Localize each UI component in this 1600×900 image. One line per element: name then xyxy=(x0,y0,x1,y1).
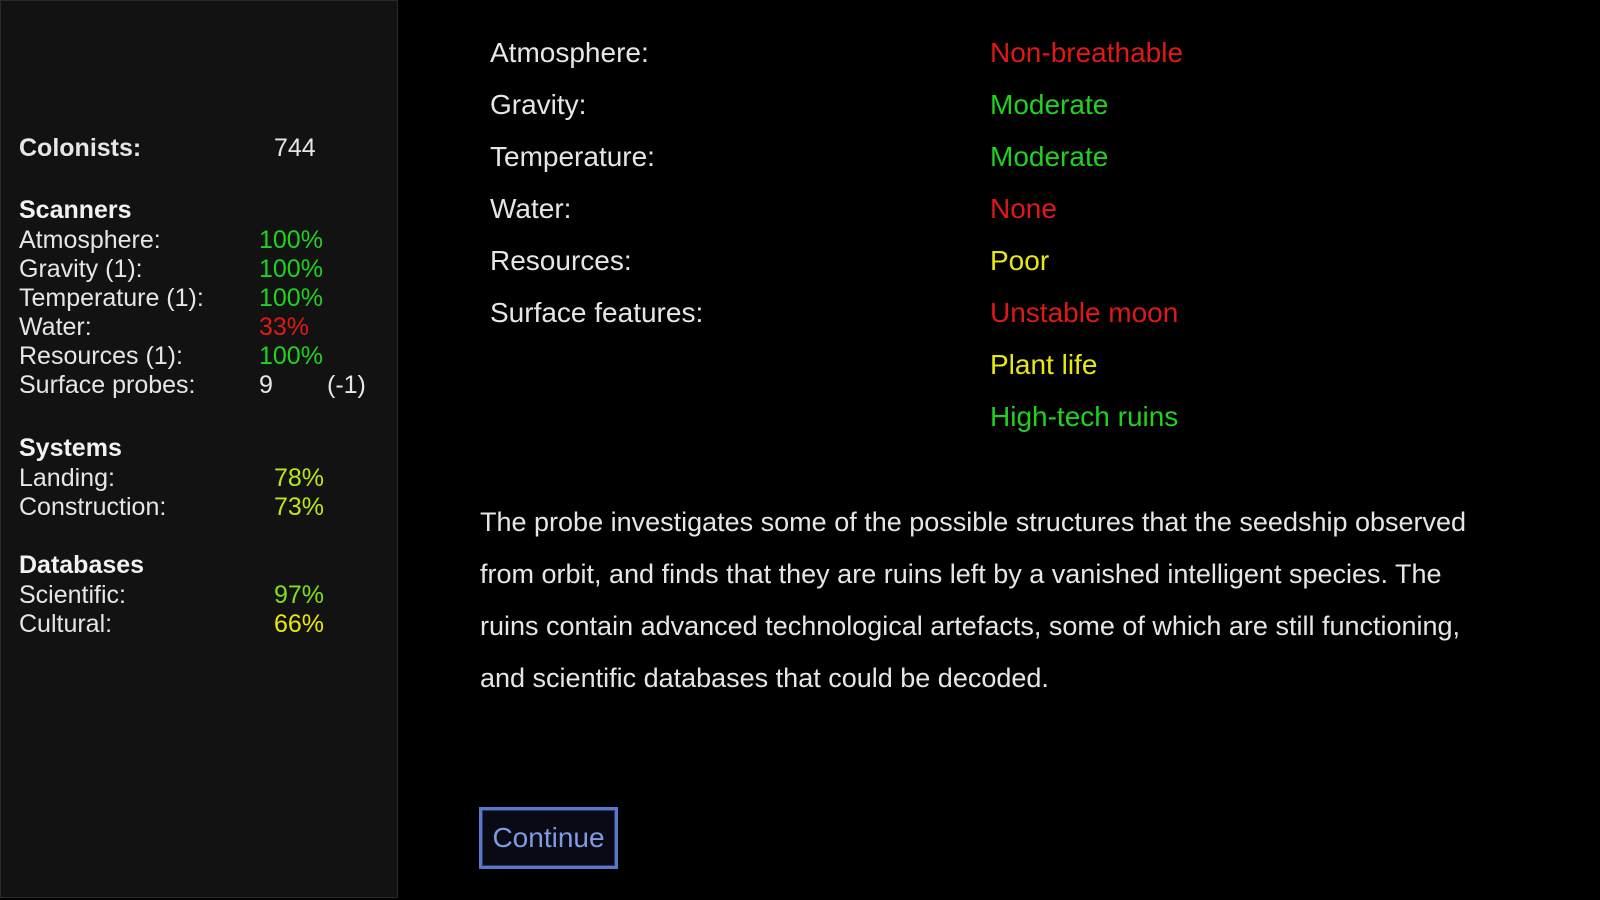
attr-value: Moderate xyxy=(990,89,1109,120)
database-label: Scientific: xyxy=(19,581,126,609)
scanner-value: 100% xyxy=(259,284,323,312)
scanner-value: 100% xyxy=(259,226,323,254)
system-label: Landing: xyxy=(19,464,115,492)
system-value: 73% xyxy=(274,493,325,521)
scanner-label: Resources (1): xyxy=(19,342,183,370)
scanners-heading: Scanners xyxy=(19,196,132,224)
probes-value: 9 xyxy=(259,371,273,399)
scanner-value: 100% xyxy=(259,342,323,370)
scanner-value: 100% xyxy=(259,255,323,283)
system-label: Construction: xyxy=(19,493,167,521)
status-sidebar xyxy=(0,0,398,898)
continue-button[interactable]: Continue xyxy=(479,807,618,869)
attr-label: Gravity: xyxy=(490,89,587,120)
database-value: 66% xyxy=(274,610,325,638)
event-narrative: The probe investigates some of the possible structures that the seedship observed from orbit, and finds that they are ruins left by a vanished intelligent species. The ruins contain advanced technological artefacts, some of which are still functioning, and scientific databases that could be decoded. xyxy=(480,507,1467,693)
attr-value: Unstable moon xyxy=(990,297,1179,328)
probes-label: Surface probes: xyxy=(19,371,196,399)
systems-heading: Systems xyxy=(19,434,122,462)
attr-label: Atmosphere: xyxy=(490,37,649,68)
scanner-label: Atmosphere: xyxy=(19,226,161,254)
scanner-label: Temperature (1): xyxy=(19,284,204,312)
attr-value: None xyxy=(990,193,1057,224)
system-value: 78% xyxy=(274,464,325,492)
colonists-value: 744 xyxy=(274,134,316,162)
colonists-label: Colonists: xyxy=(19,134,142,162)
scanner-label: Water: xyxy=(19,313,92,341)
attr-value: Poor xyxy=(990,245,1050,276)
attr-value: Moderate xyxy=(990,141,1109,172)
surface-feature-plant-life: Plant life xyxy=(990,349,1098,380)
attr-label: Temperature: xyxy=(490,141,655,172)
database-label: Cultural: xyxy=(19,610,113,638)
surface-feature-high-tech-ruins: High-tech ruins xyxy=(990,401,1179,432)
scanner-label: Gravity (1): xyxy=(19,255,143,283)
probes-change: (-1) xyxy=(327,371,366,399)
attr-label: Resources: xyxy=(490,245,632,276)
attr-label: Water: xyxy=(490,193,572,224)
attr-label: Surface features: xyxy=(490,297,704,328)
scanner-value: 33% xyxy=(259,313,310,341)
databases-heading: Databases xyxy=(19,551,145,579)
database-value: 97% xyxy=(274,581,325,609)
attr-value: Non-breathable xyxy=(990,37,1184,68)
